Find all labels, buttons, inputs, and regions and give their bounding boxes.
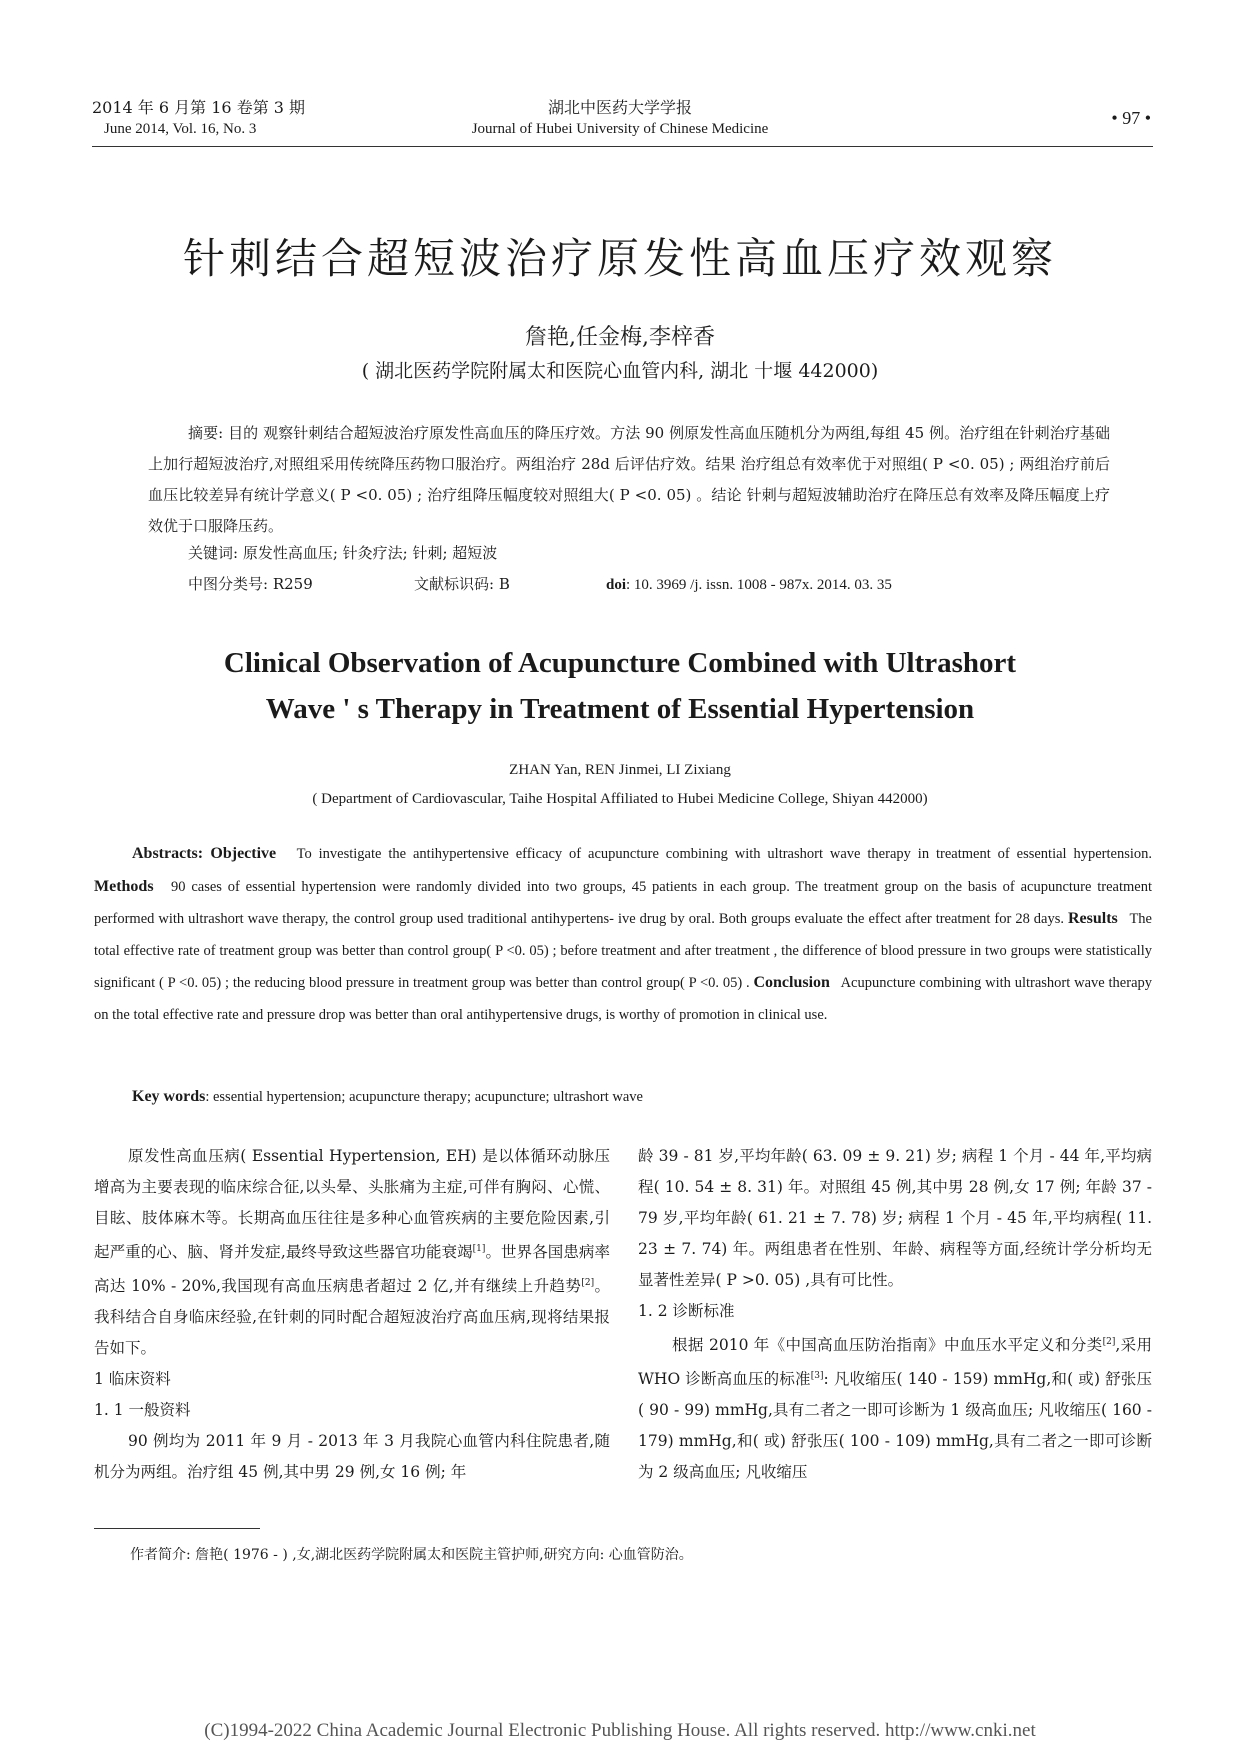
article-title-en-line1: Clinical Observation of Acupuncture Combined with Ultrashort <box>223 647 1017 679</box>
article-title-en-line2: Wave ' s Therapy in Treatment of Essential Hypertension <box>265 693 975 725</box>
header-rule <box>92 146 1153 147</box>
affiliation-cn: ( 湖北医药学院附属太和医院心血管内科, 湖北 十堰 442000) <box>361 360 879 382</box>
section-heading-1: 1 临床资料 <box>94 1370 171 1389</box>
body-column-left <box>94 1141 610 1488</box>
keywords-en <box>132 1088 643 1106</box>
abstract-cn: 摘要: 目的 观察针刺结合超短波治疗原发性高血压的降压疗效。方法 90 例原发性高血压随机分为两组,每组 45 例。治疗组在针刺治疗基础上加行超短波治疗,对照组采用传统降压药物口服治疗。两组治疗 28d 后评估疗效。结果 治疗组总有效率优于对照组( P <0. 05) ; 两组治疗前后血压比较差异有统计学意义( P <0. 05) ; 治疗组降压幅度较对照组大( P <0. 05) 。结论 针刺与超短波辅助治疗在降压总有效率及降压幅度上疗效优于口服降压药。 <box>148 424 1110 535</box>
citation-ref: [2] <box>581 1278 595 1289</box>
results-text: The total effective rate of treatment group was better than control group( P <0. 05) ; before treatment and after treatment , the difference of blood pressure in two groups were statistically significant ( P <0. 05) ; the reducing blood pressure in treatment group was better than control group( P <0. 05) . <box>94 911 1152 991</box>
abstract-en: Abstracts: Objective To investigate the antihypertensive efficacy of acupuncture combining with ultrashort wave therapy in treatment of essential hypertension. Methods 90 cases of essential hypertension were randomly divided into two groups, 45 patients in each group. The treatment group on the basis of acupuncture treatment performed with ultrashort wave therapy, the control group used traditional antihypertens- ive drug by oral. Both groups evaluate the effect after treatment for 28 days. Results The total effective rate of treatment group was better than control group( P <0. 05) ; before treatment and after treatment , the difference of blood pressure in two groups were statistically significant ( P <0. 05) ; the reducing blood pressure in treatment group was better than control group( P <0. 05) . Conclusion Acupuncture combining with ultrashort wave therapy on the total effective rate and pressure drop was better than oral antihypertensive drugs, is worthy of promotion in clinical use. <box>94 845 1153 1023</box>
keywords-en-text: : essential hypertension; acupuncture therapy; acupuncture; ultrashort wave <box>205 1089 643 1105</box>
header-issue-cn: 2014 年 6 月第 16 卷第 3 期 <box>92 98 306 117</box>
affiliation-en: ( Department of Cardiovascular, Taihe Hospital Affiliated to Hubei Medicine College, Shiyan 442000) <box>312 791 928 807</box>
abstract-label: Abstracts <box>132 845 198 862</box>
citation-ref: [2] <box>1102 1337 1116 1347</box>
results-label: Results <box>1067 910 1118 927</box>
general-data-continued: 龄 39 - 81 岁,平均年龄( 63. 09 ± 9. 21) 岁; 病程 1 个月 - 44 年,平均病程( 10. 54 ± 8. 31) 年。对照组 45 例,其中男 28 例,女 17 例; 年龄 37 - 79 岁,平均年龄( 61. 21 ± 7. 78) 岁; 病程 1 个月 - 45 年,平均病程( 11. 23 ± 7. 74) 年。两组患者在性别、年龄、病程等方面,经统计学分析均无显著性差异( P >0. 05) ,具有可比性。 <box>638 1147 1152 1289</box>
conclusion-label: Conclusion <box>753 974 830 991</box>
header-journal-en: Journal of Hubei University of Chinese Medicine <box>471 121 769 137</box>
section-heading-1-1: 1. 1 一般资料 <box>94 1401 191 1420</box>
doi <box>606 577 892 594</box>
article-title-en <box>0 640 1240 732</box>
methods-label: Methods <box>94 877 154 895</box>
document-code: 文献标识码: B <box>414 575 510 593</box>
objective-text: To investigate the antihypertensive efficacy of acupuncture combining with ultrashort wave therapy in treatment of essential hypertension. <box>296 846 1153 862</box>
footnote-rule <box>94 1528 260 1529</box>
clc-number: 中图分类号: R259 <box>188 575 313 593</box>
header-issue-en: June 2014, Vol. 16, No. 3 <box>104 121 257 137</box>
page-number: • 97 • <box>1111 108 1151 128</box>
doi-value: : 10. 3969 /j. issn. 1008 - 987x. 2014. 03. 35 <box>626 577 892 593</box>
keywords-cn: 关键词: 原发性高血压; 针灸疗法; 针刺; 超短波 <box>188 544 498 562</box>
body-column-right <box>638 1141 1152 1488</box>
authors-cn: 詹艳,任金梅,李梓香 <box>525 325 715 350</box>
conclusion-text: Acupuncture combining with ultrashort wave therapy on the total effective rate and pressure drop was better than oral antihypertensive drugs, is worthy of promotion in clinical use. <box>94 975 1153 1023</box>
citation-ref: [3] <box>810 1371 824 1382</box>
copyright-line: (C)1994-2022 China Academic Journal Electronic Publishing House. All rights reserved. http://www.cnki.net <box>204 1720 1036 1741</box>
classification-line <box>188 573 1088 594</box>
header-journal-cn: 湖北中医药大学学报 <box>547 98 692 117</box>
general-data-paragraph: 90 例均为 2011 年 9 月 - 2013 年 3 月我院心血管内科住院患者,随机分为两组。治疗组 45 例,其中男 29 例,女 16 例; 年 <box>94 1432 610 1482</box>
objective-label: Objective <box>210 845 277 862</box>
methods-text: 90 cases of essential hypertension were randomly divided into two groups, 45 patients in each group. The treatment group on the basis of acupuncture treatment performed with ultrashort wave therapy, the control group used traditional antihypertens- ive drug by oral. Both groups evaluate the effect after treatment for 28 days. <box>94 878 1152 927</box>
diagnosis-paragraph: 根据 2010 年《中国高血压防治指南》中血压水平定义和分类[2],采用 WHO 诊断高血压的标准[3]: 凡收缩压( 140 - 159) mmHg,和( 或) 舒张压( 90 - 99) mmHg,具有二者之一即可诊断为 1 级高血压; 凡收缩压( 160 - 179) mmHg,和( 或) 舒张压( 100 - 109) mmHg,具有二者之一即可诊断为 2 级高血压; 凡收缩压 <box>638 1336 1152 1482</box>
author-footnote: 作者简介: 詹艳( 1976 - ) ,女,湖北医药学院附属太和医院主管护师,研究方向: 心血管防治。 <box>130 1547 693 1563</box>
intro-paragraph: 原发性高血压病( Essential Hypertension, EH) 是以体循环动脉压增高为主要表现的临床综合征,以头晕、头胀痛为主症,可伴有胸闷、心慌、目眩、肢体麻木等。长期高血压往往是多种心血管疾病的主要危险因素,引起严重的心、脑、肾并发症,最终导致这些器官功能衰竭[1]。世界各国患病率高达 10% - 20%,我国现有高血压病患者超过 2 亿,并有继续上升趋势[2]。我科结合自身临床经验,在针刺的同时配合超短波治疗高血压病,现将结果报告如下。 <box>94 1147 610 1358</box>
keywords-en-label: Key words <box>132 1088 206 1105</box>
citation-ref: [1] <box>472 1244 486 1254</box>
article-title-cn: 针刺结合超短波治疗原发性高血压疗效观察 <box>182 234 1057 283</box>
section-heading-1-2: 1. 2 诊断标准 <box>638 1302 735 1320</box>
authors-en: ZHAN Yan, REN Jinmei, LI Zixiang <box>509 762 731 778</box>
doi-label: doi <box>606 577 627 593</box>
